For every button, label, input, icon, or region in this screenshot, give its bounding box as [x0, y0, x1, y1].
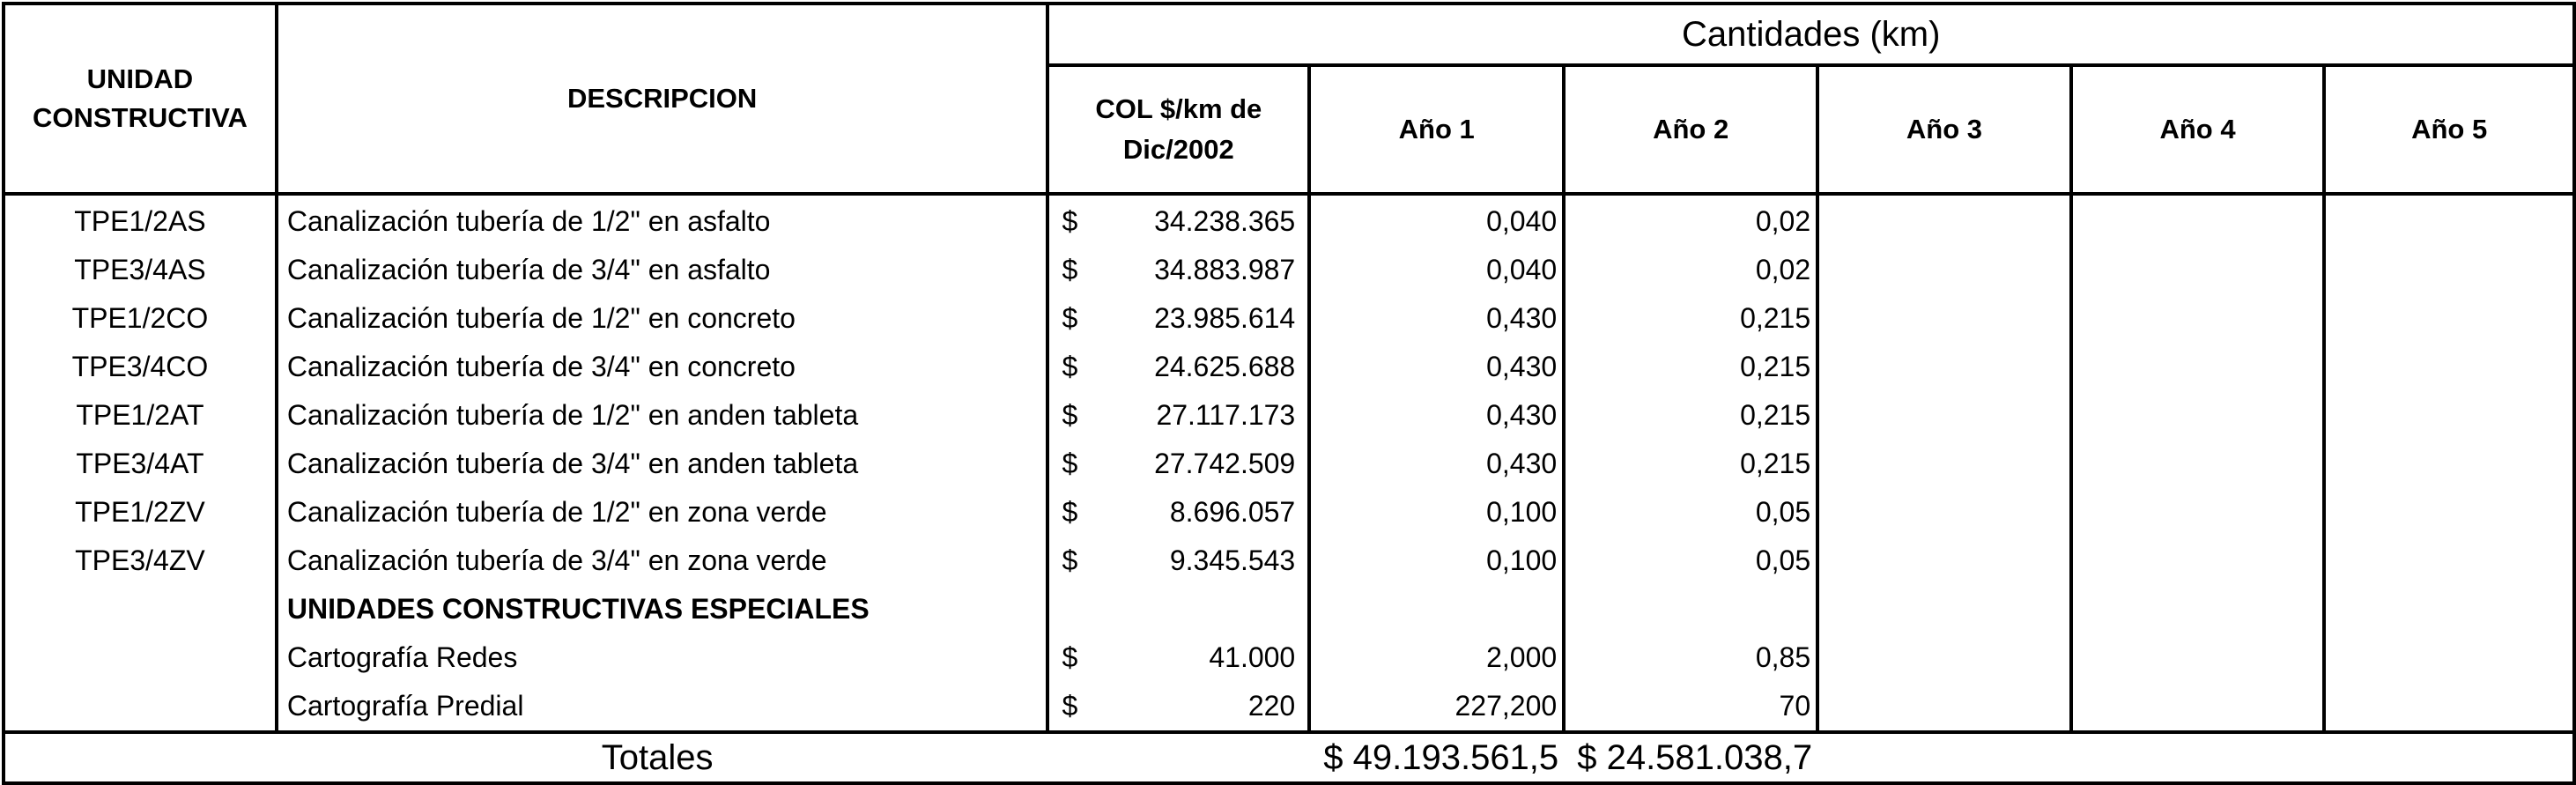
- cost-table: [2, 2, 2576, 785]
- row-description: Cartografía Redes: [277, 633, 1048, 682]
- price-value: 41.000: [1209, 641, 1296, 673]
- row-code: TPE1/2AT: [4, 391, 277, 440]
- totals-year2: $ 24.581.038,7: [1564, 732, 1817, 783]
- table-row: [4, 537, 2574, 585]
- special-section-row: [4, 585, 2574, 633]
- currency-symbol: $: [1062, 254, 1078, 285]
- row-year3: [1817, 633, 2071, 682]
- row-price: [1047, 633, 1309, 682]
- row-code: TPE3/4CO: [4, 343, 277, 391]
- header-year-4: Año 4: [2071, 65, 2325, 194]
- row-price: [1047, 537, 1309, 585]
- row-price: [1047, 197, 1309, 246]
- currency-symbol: $: [1062, 399, 1078, 431]
- header-col-line1: COL $/km de: [1095, 93, 1262, 124]
- totals-row: [4, 732, 2574, 783]
- row-year4: [2071, 682, 2325, 732]
- row-description: Cartografía Predial: [277, 682, 1048, 732]
- currency-symbol: $: [1062, 641, 1078, 673]
- table-row: [4, 197, 2574, 246]
- row-code: [4, 633, 277, 682]
- row-year5: [2324, 294, 2574, 343]
- row-description: Canalización tubería de 1/2" en anden tableta: [277, 391, 1048, 440]
- row-year1: 0,100: [1309, 537, 1564, 585]
- totals-label: Totales: [4, 732, 1309, 783]
- table-row: [4, 488, 2574, 537]
- row-code: TPE1/2ZV: [4, 488, 277, 537]
- row-year3: [1817, 488, 2071, 537]
- row-price: [1047, 343, 1309, 391]
- table-row: [4, 682, 2574, 732]
- table-row: [4, 246, 2574, 294]
- row-year3: [1817, 294, 2071, 343]
- row-code: TPE3/4AS: [4, 246, 277, 294]
- table-row: [4, 294, 2574, 343]
- row-year2: 0,02: [1564, 246, 1817, 294]
- row-code: TPE1/2CO: [4, 294, 277, 343]
- row-year1: 0,100: [1309, 488, 1564, 537]
- row-description: Canalización tubería de 1/2" en asfalto: [277, 197, 1048, 246]
- row-price: [1047, 294, 1309, 343]
- row-year5: [2324, 633, 2574, 682]
- row-code: TPE3/4AT: [4, 440, 277, 488]
- price-value: 23.985.614: [1154, 302, 1296, 334]
- row-year5: [2324, 343, 2574, 391]
- row-code: TPE1/2AS: [4, 197, 277, 246]
- header-descripcion: DESCRIPCION: [277, 4, 1048, 194]
- row-year2: 0,215: [1564, 343, 1817, 391]
- header-col-price: [1047, 65, 1309, 194]
- row-description: Canalización tubería de 3/4" en concreto: [277, 343, 1048, 391]
- price-value: 34.883.987: [1154, 254, 1296, 285]
- row-year1: 0,040: [1309, 246, 1564, 294]
- row-year3: [1817, 537, 2071, 585]
- row-price: [1047, 488, 1309, 537]
- price-value: 8.696.057: [1169, 496, 1296, 528]
- row-year3: [1817, 246, 2071, 294]
- row-year2: 0,05: [1564, 537, 1817, 585]
- header-year-5: Año 5: [2324, 65, 2574, 194]
- currency-symbol: $: [1062, 302, 1078, 334]
- price-value: 220: [1247, 690, 1296, 722]
- row-year1: 227,200: [1309, 682, 1564, 732]
- row-year2: 0,05: [1564, 488, 1817, 537]
- row-year2: 0,02: [1564, 197, 1817, 246]
- row-description: Canalización tubería de 3/4" en asfalto: [277, 246, 1048, 294]
- header-col-line2: Dic/2002: [1122, 134, 1234, 165]
- row-year1: 0,430: [1309, 294, 1564, 343]
- header-year-2: Año 2: [1564, 65, 1817, 194]
- row-year5: [2324, 197, 2574, 246]
- header-unidad-line2: CONSTRUCTIVA: [32, 102, 248, 133]
- row-year4: [2071, 343, 2325, 391]
- currency-symbol: $: [1062, 448, 1078, 479]
- row-year3: [1817, 391, 2071, 440]
- header-unidad-constructiva: [4, 4, 277, 194]
- row-year1: 0,430: [1309, 440, 1564, 488]
- row-year1: 0,040: [1309, 197, 1564, 246]
- row-year3: [1817, 440, 2071, 488]
- row-year4: [2071, 537, 2325, 585]
- row-year4: [2071, 294, 2325, 343]
- special-section-title: UNIDADES CONSTRUCTIVAS ESPECIALES: [277, 585, 1048, 633]
- row-year2: 0,215: [1564, 294, 1817, 343]
- row-year1: 0,430: [1309, 391, 1564, 440]
- row-year5: [2324, 246, 2574, 294]
- row-year2: 70: [1564, 682, 1817, 732]
- row-year4: [2071, 440, 2325, 488]
- currency-symbol: $: [1062, 496, 1078, 528]
- row-year3: [1817, 197, 2071, 246]
- row-year2: 0,215: [1564, 440, 1817, 488]
- table-row: [4, 391, 2574, 440]
- header-unidad-line1: UNIDAD: [86, 63, 194, 94]
- row-year1: 2,000: [1309, 633, 1564, 682]
- row-code: TPE3/4ZV: [4, 537, 277, 585]
- price-value: 27.117.173: [1156, 399, 1296, 431]
- row-year5: [2324, 488, 2574, 537]
- price-value: 27.742.509: [1154, 448, 1296, 479]
- row-year4: [2071, 488, 2325, 537]
- header-cantidades: Cantidades (km): [1047, 4, 2574, 65]
- row-year4: [2071, 633, 2325, 682]
- table-row: [4, 440, 2574, 488]
- currency-symbol: $: [1062, 205, 1078, 237]
- row-price: [1047, 682, 1309, 732]
- currency-symbol: $: [1062, 690, 1078, 722]
- row-code: [4, 682, 277, 732]
- row-year4: [2071, 391, 2325, 440]
- row-description: Canalización tubería de 3/4" en anden tableta: [277, 440, 1048, 488]
- row-description: Canalización tubería de 1/2" en concreto: [277, 294, 1048, 343]
- price-value: 34.238.365: [1154, 205, 1296, 237]
- table-row: [4, 633, 2574, 682]
- currency-symbol: $: [1062, 351, 1078, 382]
- row-description: Canalización tubería de 1/2" en zona verde: [277, 488, 1048, 537]
- row-year5: [2324, 440, 2574, 488]
- row-year5: [2324, 682, 2574, 732]
- price-value: 24.625.688: [1154, 351, 1296, 382]
- price-value: 9.345.543: [1169, 544, 1296, 576]
- totals-year1: $ 49.193.561,5: [1309, 732, 1564, 783]
- currency-symbol: $: [1062, 544, 1078, 576]
- row-year5: [2324, 391, 2574, 440]
- row-year2: 0,215: [1564, 391, 1817, 440]
- row-year3: [1817, 343, 2071, 391]
- header-year-3: Año 3: [1817, 65, 2071, 194]
- table-row: [4, 343, 2574, 391]
- row-year3: [1817, 682, 2071, 732]
- header-year-1: Año 1: [1309, 65, 1564, 194]
- row-year5: [2324, 537, 2574, 585]
- row-price: [1047, 440, 1309, 488]
- row-price: [1047, 246, 1309, 294]
- row-year2: 0,85: [1564, 633, 1817, 682]
- row-year4: [2071, 197, 2325, 246]
- row-description: Canalización tubería de 3/4" en zona verde: [277, 537, 1048, 585]
- row-price: [1047, 391, 1309, 440]
- row-year1: 0,430: [1309, 343, 1564, 391]
- row-year4: [2071, 246, 2325, 294]
